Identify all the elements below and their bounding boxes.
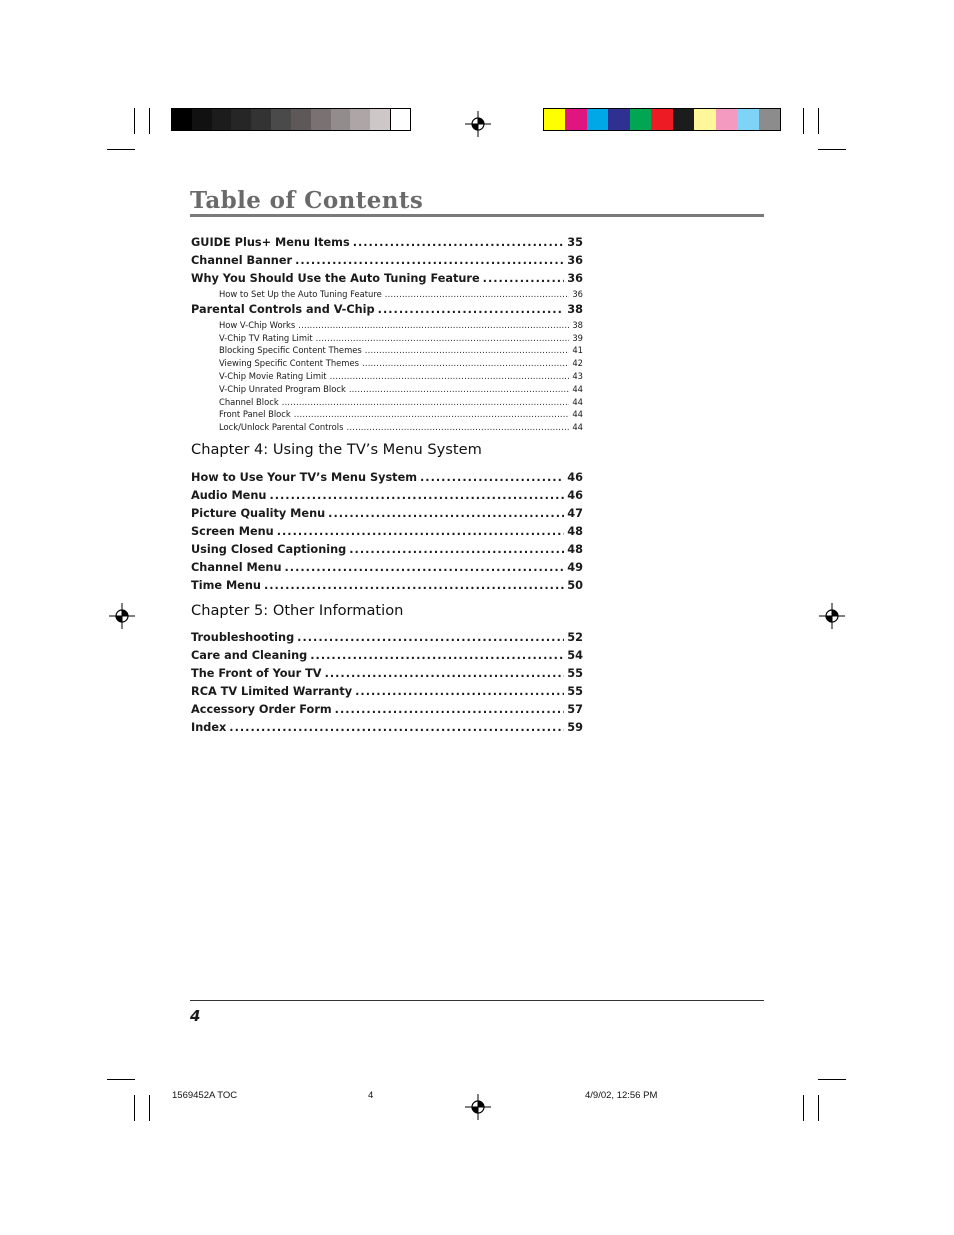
- dot-leader: [365, 344, 570, 357]
- color-swatch: [390, 109, 410, 130]
- toc-subentry: [191, 357, 583, 370]
- toc-entry: [191, 559, 583, 577]
- toc-entry-label: V-Chip Unrated Program Block: [219, 383, 346, 394]
- toc-entry-label: How to Set Up the Auto Tuning Feature: [219, 289, 382, 299]
- toc-entry-label: Care and Cleaning: [191, 649, 308, 662]
- toc-subentry: [191, 396, 583, 409]
- crop-mark: [818, 108, 819, 134]
- color-swatch: [251, 109, 271, 130]
- toc-entry: [191, 505, 583, 523]
- toc-entry-page: 36: [567, 272, 583, 285]
- grayscale-bar-strip: [171, 108, 411, 131]
- toc-subentry: [191, 319, 583, 332]
- page-number: 4: [190, 1007, 201, 1025]
- crop-mark: [107, 149, 135, 150]
- dot-leader: [264, 577, 564, 595]
- dot-leader: [378, 301, 565, 319]
- toc-subentry: [191, 408, 583, 421]
- toc-entry-label: Front Panel Block: [219, 409, 291, 420]
- toc-entry-page: 43: [572, 370, 583, 381]
- toc-entry-page: 44: [572, 383, 583, 394]
- color-swatch: [565, 109, 586, 130]
- color-swatch: [587, 109, 608, 130]
- dot-leader: [385, 288, 570, 301]
- toc-entry-page: 42: [572, 358, 583, 369]
- toc-chapter-5-list: [191, 629, 583, 737]
- dot-leader: [282, 396, 570, 409]
- dot-leader: [298, 319, 569, 332]
- dot-leader: [328, 505, 564, 523]
- color-swatch: [192, 109, 212, 130]
- toc-subentry: [191, 370, 583, 383]
- dot-leader: [229, 719, 564, 737]
- toc-entry-page: 46: [567, 471, 583, 484]
- color-swatch: [651, 109, 672, 130]
- toc-entry: [191, 629, 583, 647]
- toc-entry-page: 44: [572, 422, 583, 433]
- color-swatch: [291, 109, 311, 130]
- toc-entry-label: Channel Block: [219, 396, 279, 407]
- dot-leader: [483, 270, 565, 288]
- toc-entry-page: 44: [572, 409, 583, 420]
- color-swatch: [737, 109, 758, 130]
- dot-leader: [297, 629, 564, 647]
- crop-mark: [803, 1095, 804, 1121]
- crop-mark: [149, 1095, 150, 1121]
- toc-entry: [191, 541, 583, 559]
- toc-entry: [191, 683, 583, 701]
- toc-entry-label: Why You Should Use the Auto Tuning Feature: [191, 272, 480, 285]
- toc-entry-page: 48: [567, 543, 583, 556]
- toc-subentry: [191, 421, 583, 434]
- toc-entry: [191, 523, 583, 541]
- chapter-5-heading: Chapter 5: Other Information: [191, 602, 404, 619]
- toc-entry-page: 38: [572, 319, 583, 330]
- crop-mark: [149, 108, 150, 134]
- toc-entry-page: 49: [567, 561, 583, 574]
- dot-leader: [349, 383, 570, 396]
- crop-mark: [134, 1095, 135, 1121]
- color-swatch: [212, 109, 232, 130]
- toc-entry-label: Index: [191, 721, 227, 734]
- dot-leader: [310, 647, 564, 665]
- color-swatch: [331, 109, 351, 130]
- color-swatch: [311, 109, 331, 130]
- toc-subentry: [191, 332, 583, 345]
- toc-entry-label: Screen Menu: [191, 525, 274, 538]
- toc-entry-page: 39: [572, 332, 583, 343]
- toc-entry-page: 36: [567, 254, 583, 267]
- toc-entry-page: 48: [567, 525, 583, 538]
- color-swatch: [694, 109, 715, 130]
- toc-entry-page: 47: [567, 507, 583, 520]
- toc-entry-page: 57: [567, 703, 583, 716]
- toc-entry: [191, 301, 583, 319]
- dot-leader: [420, 469, 564, 487]
- toc-entry-label: RCA TV Limited Warranty: [191, 685, 353, 698]
- toc-entry-page: 44: [572, 396, 583, 407]
- crop-mark: [107, 1079, 135, 1080]
- crop-mark: [818, 149, 846, 150]
- color-bar-strip: [543, 108, 781, 131]
- color-swatch: [716, 109, 737, 130]
- dot-leader: [347, 421, 570, 434]
- toc-chapter-4-list: [191, 469, 583, 595]
- toc-entry: [191, 469, 583, 487]
- toc-entry-page: 41: [572, 345, 583, 356]
- toc-entry-page: 55: [567, 685, 583, 698]
- chapter-4-heading: Chapter 4: Using the TV’s Menu System: [191, 441, 482, 458]
- dot-leader: [362, 357, 569, 370]
- toc-entry-label: Lock/Unlock Parental Controls: [219, 422, 344, 433]
- slug-job-name: 1569452A TOC: [172, 1090, 238, 1101]
- toc-entry-label: Picture Quality Menu: [191, 507, 326, 520]
- toc-entry: [191, 234, 583, 252]
- toc-entry-label: GUIDE Plus+ Menu Items: [191, 236, 350, 249]
- toc-entry-label: Audio Menu: [191, 489, 267, 502]
- slug-timestamp: 4/9/02, 12:56 PM: [585, 1090, 658, 1101]
- dot-leader: [335, 701, 565, 719]
- color-swatch: [759, 109, 780, 130]
- toc-entry-label: The Front of Your TV: [191, 667, 322, 680]
- dot-leader: [269, 487, 564, 505]
- toc-entry-page: 38: [567, 302, 583, 316]
- slug-page: 4: [368, 1090, 374, 1101]
- registration-target-icon: [465, 111, 491, 137]
- color-swatch: [673, 109, 694, 130]
- toc-entry-page: 50: [567, 579, 583, 592]
- dot-leader: [325, 665, 565, 683]
- footer-rule: [190, 1000, 764, 1001]
- toc-entry-label: Channel Menu: [191, 561, 282, 574]
- toc-entry-page: 59: [567, 721, 583, 734]
- toc-entry-page: 55: [567, 667, 583, 680]
- registration-target-icon: [109, 603, 135, 629]
- crop-mark: [818, 1079, 846, 1080]
- page-title: Table of Contents: [190, 187, 424, 214]
- dot-leader: [285, 559, 565, 577]
- registration-target-icon: [465, 1094, 491, 1120]
- color-swatch: [544, 109, 565, 130]
- toc-entry-label: How to Use Your TV’s Menu System: [191, 471, 417, 484]
- toc-entry: [191, 270, 583, 288]
- toc-entry-label: Parental Controls and V-Chip: [191, 302, 375, 316]
- toc-entry-label: Channel Banner: [191, 254, 293, 267]
- registration-target-icon: [819, 603, 845, 629]
- toc-section-list: [191, 234, 583, 434]
- toc-entry-label: Using Closed Captioning: [191, 543, 347, 556]
- title-rule: [190, 214, 764, 217]
- toc-subentry: [191, 288, 583, 301]
- toc-entry: [191, 487, 583, 505]
- dot-leader: [349, 541, 564, 559]
- toc-entry-label: V-Chip Movie Rating Limit: [219, 370, 327, 381]
- color-swatch: [608, 109, 629, 130]
- crop-mark: [803, 108, 804, 134]
- color-swatch: [630, 109, 651, 130]
- toc-entry-label: V-Chip TV Rating Limit: [219, 332, 313, 343]
- toc-entry-page: 52: [567, 631, 583, 644]
- color-swatch: [172, 109, 192, 130]
- toc-entry-label: Accessory Order Form: [191, 703, 332, 716]
- toc-entry: [191, 701, 583, 719]
- dot-leader: [294, 408, 570, 421]
- toc-entry-label: How V-Chip Works: [219, 319, 296, 330]
- crop-mark: [134, 108, 135, 134]
- dot-leader: [330, 370, 570, 383]
- color-swatch: [350, 109, 370, 130]
- dot-leader: [355, 683, 564, 701]
- toc-entry-page: 46: [567, 489, 583, 502]
- toc-subentry: [191, 383, 583, 396]
- toc-entry-label: Viewing Specific Content Themes: [219, 358, 359, 369]
- toc-entry-label: Time Menu: [191, 579, 261, 592]
- toc-entry: [191, 252, 583, 270]
- toc-entry: [191, 719, 583, 737]
- toc-entry: [191, 577, 583, 595]
- toc-subentry: [191, 344, 583, 357]
- color-swatch: [231, 109, 251, 130]
- dot-leader: [277, 523, 565, 541]
- crop-mark: [818, 1095, 819, 1121]
- toc-entry-label: Troubleshooting: [191, 631, 295, 644]
- dot-leader: [316, 332, 570, 345]
- color-swatch: [370, 109, 390, 130]
- dot-leader: [295, 252, 564, 270]
- toc-entry-label: Blocking Specific Content Themes: [219, 345, 362, 356]
- toc-entry: [191, 665, 583, 683]
- toc-entry-page: 36: [572, 289, 583, 299]
- toc-entry: [191, 647, 583, 665]
- color-swatch: [271, 109, 291, 130]
- toc-entry-page: 35: [567, 236, 583, 249]
- toc-entry-page: 54: [567, 649, 583, 662]
- dot-leader: [353, 234, 565, 252]
